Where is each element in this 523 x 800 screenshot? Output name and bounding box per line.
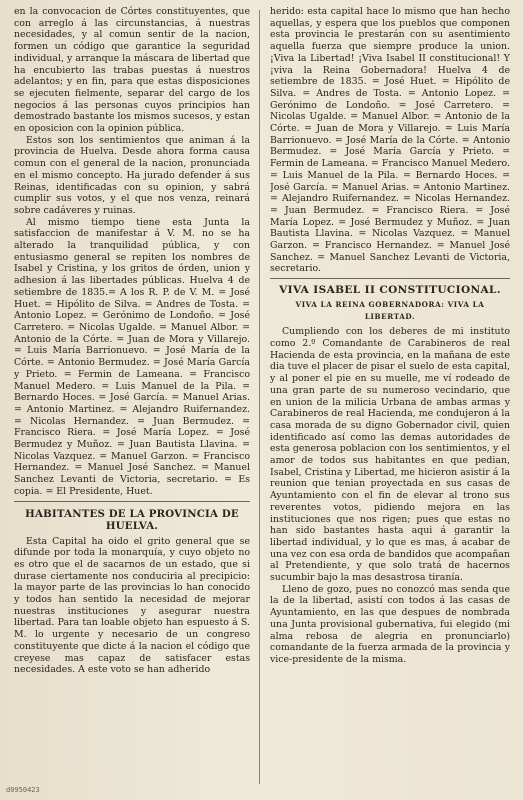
left-paragraph-2: Estos son los sentimientos que animan á la provincia de Huelva. Desde ahora forma causa comun con el general de la nacion, pronunciada en el mismo concepto. Ha jurado defender á sus Reinas, identificadas con su opinion, y sabrá cumplir sus votos, y el que nos venza, reinará sobre cadáveres y ruinas. bbox=[14, 134, 250, 216]
right-paragraph-3: Lleno de gozo, pues no conozcó mas senda que la de la libertad, asistí con todos á las casas de Ayuntamiento, en las que despues de nombrada una Junta provisional gubernativa, fui elegido (mi alma rebosa de alegria en pronunciarlo) comandante de la fuerza armada de la provincia y vice-presidente de la misma. bbox=[270, 583, 510, 665]
right-paragraph-2: Cumpliendo con los deberes de mi instituto como 2.º Comandante de Carabineros de real Hacienda de esta provincia, en la mañana de este dia tuve el placer de pisar el suelo de esta capital, y al poner el pie en su muelle, me ví rodeado de una gran parte de su numeroso vecindario, que en union de la milicia Urbana de ambas armas y Carabineros de real Hacienda, me condujeron á la casa morada de su digno Gobernador civil, quien identificado así como las demas autoridades de esta generosa poblacion con los sentimientos, y el amor de todos sus habitantes en que pedian, Isabel, Cristina y Libertad, me hicieron asistir á la reunion que tenian proyectada en sus casas de Ayuntamiento con el fin de elevar al trono sus reverentes votos, pidiendo mejora en las instituciones que nos rigen; pues que estas no han sido bastantes hasta aqui á garantir la libertad individual, y lo que es mas, á acabar de una vez con esa orda de bandidos que acompañan al Pretendiente, y que solo tratá de hacernos sucumbir bajo la mas desastrosa tiranía. bbox=[270, 326, 510, 584]
left-column bbox=[14, 6, 250, 796]
section-subheading: VIVA LA REINA GOBERNADORA: VIVA LA LIBERTAD. bbox=[295, 299, 485, 321]
section-heading-viva-isabel: VIVA ISABEL II CONSTITUCIONAL. bbox=[279, 284, 501, 297]
column-rule bbox=[259, 10, 260, 784]
divider bbox=[270, 278, 510, 279]
left-paragraph-1: en la convocacion de Córtes constituyentes, que con arreglo á las circunstancias, á nuestras necesidades, y al comun sentir de la nacion, formen un código que garantice la seguridad individual, y arranque la máscara de libertad que ha encubierto las trabas puestas á nuestros adelantos; y en fin, para que estas disposiciones se ejecuten fielmente, separar del cargo de los negocios á las personas cuyos principios han demostrado bastante los mismos sucesos, y estan en oposicion con la opinion pública. bbox=[14, 6, 250, 135]
divider bbox=[14, 501, 250, 502]
left-paragraph-4: Esta Capital ha oido el grito general que se difunde por toda la monarquía, y cuyo objeto no es otro que el de sacarnos de un estado, que si durase ciertamente nos conduciria al precipicio: la mayor parte de las provincias lo han conocido y todos han sentido la necesidad de mejorar nuestras instituciones y asegurar nuestra libertad. Para tan loable objeto han espuesto á S. M. lo urgente y necesario de un congreso constituyente que dicte á la nacion el código que creyese mas capaz de satisfacer estas necesidades. A este voto se han adherido bbox=[14, 535, 250, 676]
section-heading-habitantes: HABITANTES DE LA PROVINCIA DE HUELVA. bbox=[25, 507, 239, 533]
right-column bbox=[270, 6, 510, 796]
right-paragraph-1: herido: esta capital hace lo mismo que han hecho aquellas, y espera que los pueblos que componen esta provincia le prestarán con su asentimiento aquella fuerza que siempre produce la union. ¡Viva la Libertad! ¡Viva Isabel II constitucional! Y ¡viva la Reina Gobernadora! Huelva 4 de setiembre de 1835. = José Huet. = Hipólito de Silva. = Andres de Tosta. = Antonio Lopez. = Gerónimo de Londoño. = José Carretero. = Nicolas Ugalde. = Manuel Albor. = Antonio de la Córte. = Juan de Mora y Villarejo. = Luis María Barrionuevo. = José María de la Córte. = Antonio Bermudez. = José María García y Prieto. = Fermin de Lameana. = Francisco Manuel Medero. = Luis Manuel de la Pila. = Bernardo Hoces. = José García. = Manuel Arias. = Antonio Martinez. = Alejandro Ruifernandez. = Nicolas Hernandez. = Juan Bermudez. = Francisco Riera. = José María Lopez. = José Bermudez y Muñoz. = Juan Bautista Llavina. = Nicolas Vazquez. = Manuel Garzon. = Francisco Hernandez. = Manuel José Sanchez. = Manuel Sanchez Levanti de Victoria, secretario. bbox=[270, 6, 510, 275]
left-paragraph-3: Al mismo tiempo tiene esta Junta la satisfaccion de manifestar á V. M. no se ha alterado la tranquilidad pública, y con entusiasmo general se repiten los nombres de Isabel y Cristina, y los gritos de órden, union y adhesion á las libertades públicas. Huelva 4 de setiembre de 1835.= A los R. P. de V. M. = José Huet. = Hipólito de Silva. = Andres de Tosta. = Antonio Lopez. = Gerónimo de Londoño. = José Carretero. = Nicolas Ugalde. = Manuel Albor. = Antonio de la Córte. = Juan de Mora y Villarejo. = Luis María Barrionuevo. = José María de la Córte. = Antonio Bermudez. = José María García y Prieto. = Fermin de Lameana. = Francisco Manuel Medero. = Luis Manuel de la Pila. = Bernardo Hoces. = José García. = Manuel Arias. = Antonio Martinez. = Alejandro Ruifernandez. = Nicolas Hernandez. = Juan Bermudez. = Francisco Riera. = José María Lopez. = José Bermudez y Muñoz. = Juan Bautista Llavina. = Nicolas Vazquez. = Manuel Garzon. = Francisco Hernandez. = Manuel José Sanchez. = Manuel Sanchez Levanti de Victoria, secretario. = Es copia. = El Presidente, Huet. bbox=[14, 216, 250, 497]
archive-stamp: d0950423 bbox=[6, 786, 40, 794]
